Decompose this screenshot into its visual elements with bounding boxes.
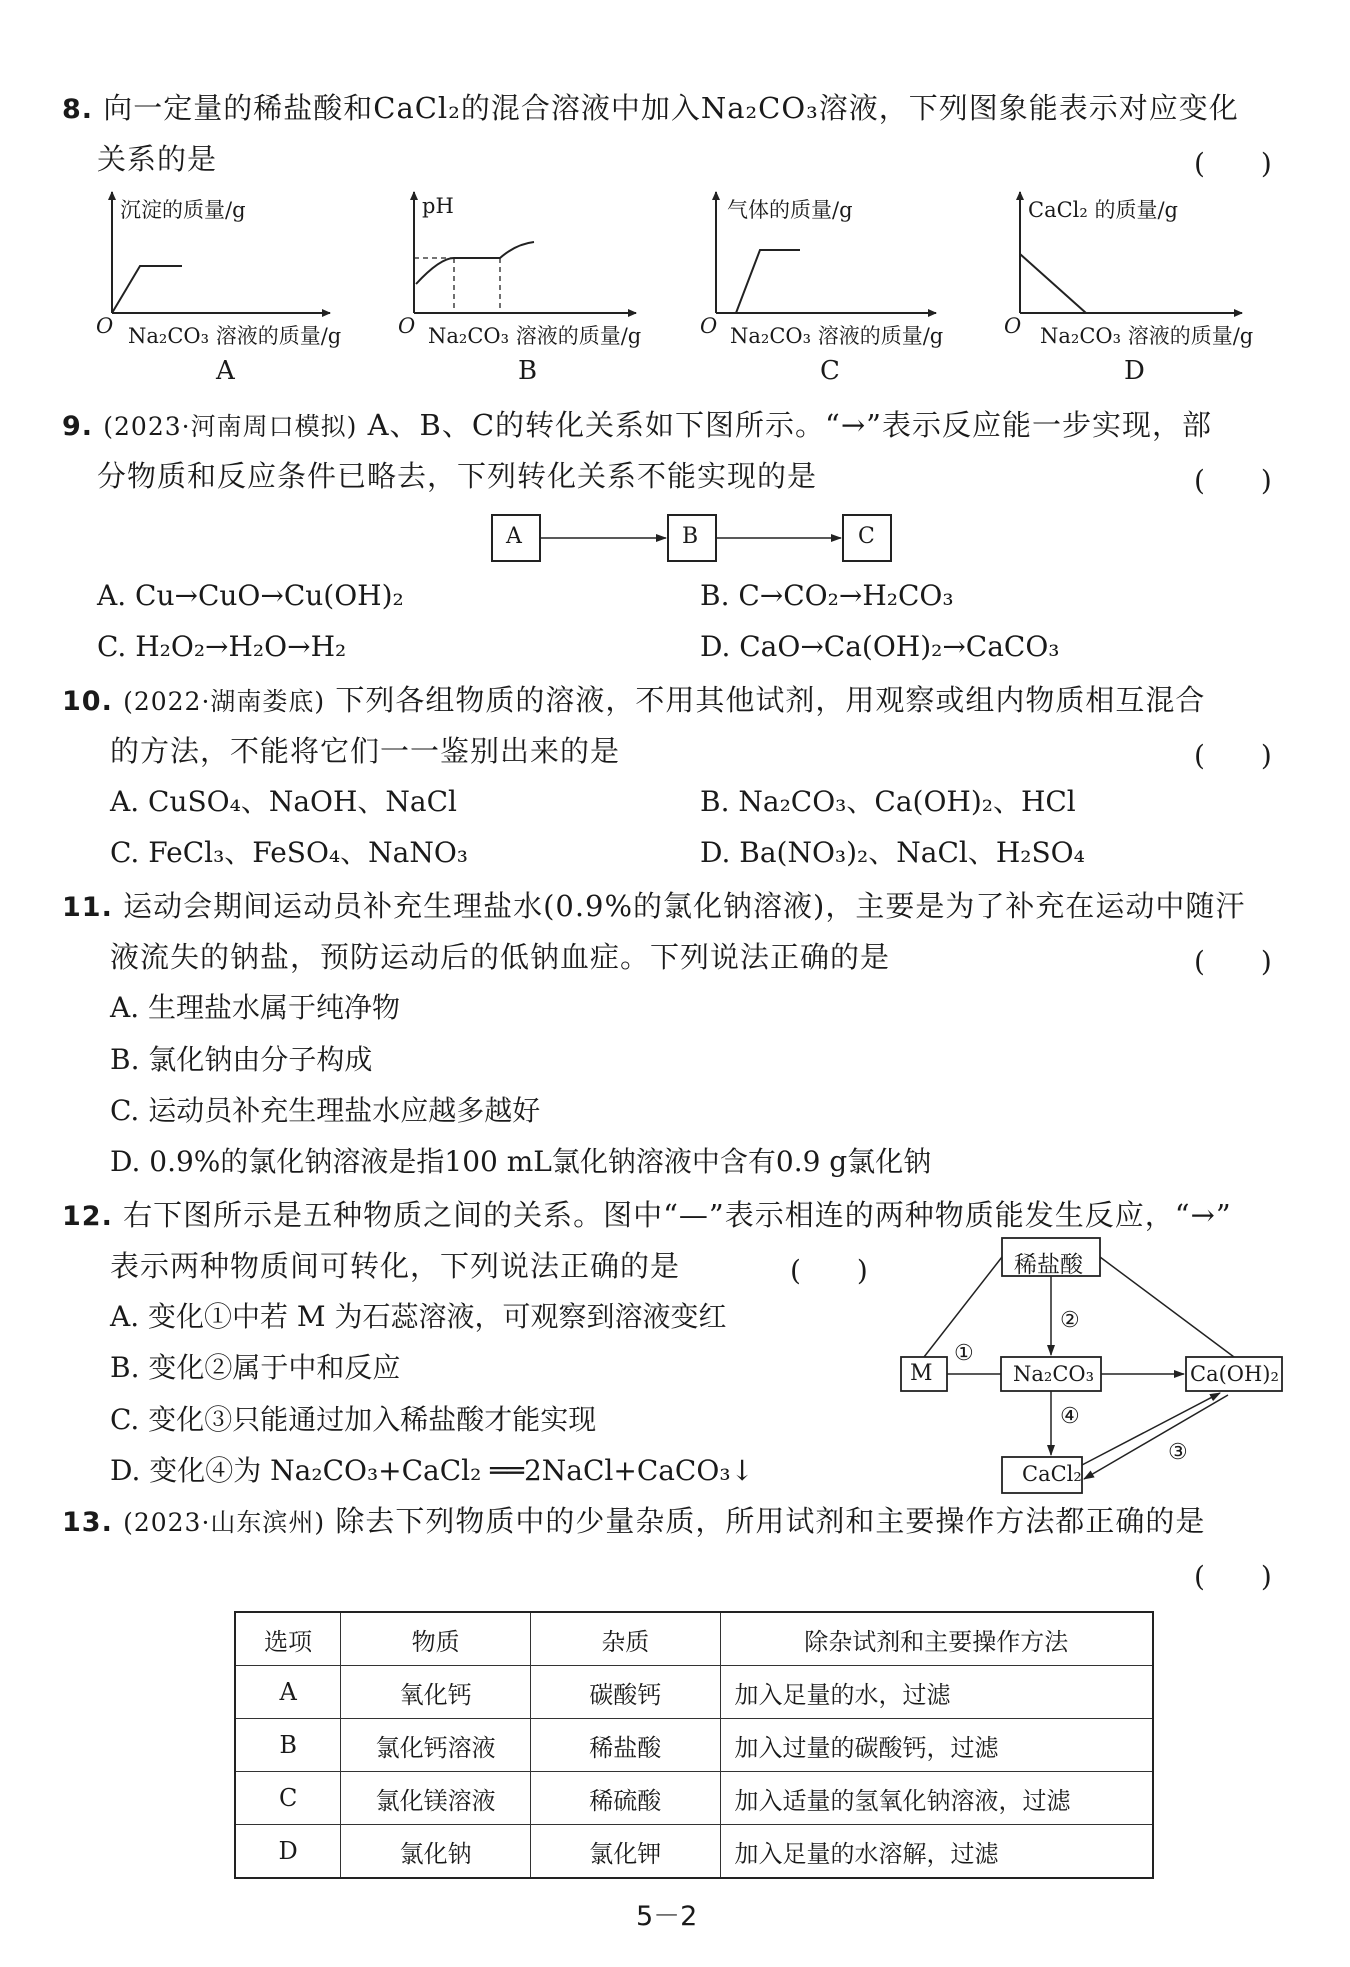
q12-answer-paren: ( ) — [790, 1254, 868, 1287]
q11-option-d[interactable]: D. 0.9%的氯化钠溶液是指100 mL氯化钠溶液中含有0.9 g氯化钠 — [110, 1145, 932, 1178]
q9-option-b[interactable]: B. C→CO₂→H₂CO₃ — [700, 579, 954, 612]
flow-box-a: A — [506, 524, 522, 549]
q9-line2 — [97, 457, 817, 495]
q13-line1 — [62, 1502, 1205, 1542]
table-cell-substance: 氧化钙 — [341, 1666, 531, 1719]
q8-number: 8. — [62, 94, 94, 125]
q13-source: (2023·山东滨州) — [123, 1508, 326, 1537]
graph-b-ylabel: pH — [422, 194, 454, 218]
table-cell-impurity: 稀硫酸 — [530, 1772, 720, 1825]
diagram-m-label: M — [910, 1361, 933, 1386]
q12-option-b[interactable]: B. 变化②属于中和反应 — [110, 1351, 401, 1384]
q10-answer-paren: ( ) — [1194, 739, 1272, 772]
q11-option-b[interactable]: B. 氯化钠由分子构成 — [110, 1043, 373, 1076]
table-cell-method: 加入足量的水，过滤 — [720, 1666, 1153, 1719]
table-header-cell: 选项 — [235, 1612, 341, 1666]
graph-c-caption: C — [820, 356, 840, 386]
diagram-step-3: ③ — [1168, 1440, 1188, 1465]
graph-b-caption: B — [518, 356, 538, 386]
q10-number: 10. — [62, 686, 113, 717]
graph-d-xlabel: Na₂CO₃ 溶液的质量/g — [1040, 324, 1254, 348]
diagram-na2co3-label: Na₂CO₃ — [1013, 1362, 1095, 1386]
q10-option-a[interactable]: A. CuSO₄、NaOH、NaCl — [110, 785, 457, 818]
table-row — [235, 1772, 1153, 1825]
table-header-cell: 除杂试剂和主要操作方法 — [720, 1612, 1153, 1666]
table-cell-method: 加入适量的氢氧化钠溶液，过滤 — [720, 1772, 1153, 1825]
table-cell-substance: 氯化镁溶液 — [341, 1772, 531, 1825]
graph-b-xlabel: Na₂CO₃ 溶液的质量/g — [428, 324, 642, 348]
q10-option-d[interactable]: D. Ba(NO₃)₂、NaCl、H₂SO₄ — [700, 836, 1085, 869]
table-header-row — [235, 1612, 1153, 1666]
q11-line1 — [62, 887, 1245, 927]
q9-option-c[interactable]: C. H₂O₂→H₂O→H₂ — [97, 630, 347, 663]
diagram-step-1: ① — [954, 1341, 974, 1366]
q13-number: 13. — [62, 1507, 113, 1538]
table-header-cell: 杂质 — [530, 1612, 720, 1666]
graph-a-curve — [112, 266, 182, 313]
flow-box-b: B — [682, 524, 699, 549]
q11-number: 11. — [62, 892, 113, 923]
table-cell-impurity: 氯化钾 — [530, 1825, 720, 1879]
table-header-cell: 物质 — [341, 1612, 531, 1666]
graph-a-xlabel: Na₂CO₃ 溶液的质量/g — [128, 324, 342, 348]
flow-box-c: C — [858, 524, 875, 549]
q9-stem-2: 分物质和反应条件已略去，下列转化关系不能实现的是 — [97, 459, 818, 493]
table-cell-impurity: 碳酸钙 — [530, 1666, 720, 1719]
table-cell-method: 加入过量的碳酸钙，过滤 — [720, 1719, 1153, 1772]
q9-answer-paren: ( ) — [1194, 464, 1272, 497]
graph-d-curve — [1020, 254, 1086, 313]
q10-line1 — [62, 681, 1205, 721]
q12-option-c[interactable]: C. 变化③只能通过加入稀盐酸才能实现 — [110, 1403, 597, 1436]
table-cell-substance: 氯化钠 — [341, 1825, 531, 1879]
q9-line1 — [62, 406, 1212, 446]
graph-a-origin: O — [96, 314, 114, 338]
q11-answer-paren: ( ) — [1194, 945, 1272, 978]
q8-line1 — [62, 89, 1239, 129]
q8-stem-2: 关系的是 — [97, 142, 218, 176]
graph-a-caption: A — [216, 356, 235, 386]
diagram-hcl-label: 稀盐酸 — [1014, 1252, 1083, 1278]
q12-option-a[interactable]: A. 变化①中若 M 为石蕊溶液，可观察到溶液变红 — [110, 1300, 727, 1333]
graph-b-origin: O — [398, 314, 416, 338]
diagram-cacl2-label: CaCl₂ — [1022, 1462, 1082, 1486]
graph-c-origin: O — [700, 314, 718, 338]
q8-answer-paren: ( ) — [1194, 147, 1272, 180]
q9-number: 9. — [62, 411, 94, 442]
page-number: 5－2 — [636, 1901, 698, 1932]
q12-stem-2: 表示两种物质间可转化，下列说法正确的是 — [110, 1249, 681, 1283]
q10-option-b[interactable]: B. Na₂CO₃、Ca(OH)₂、HCl — [700, 785, 1076, 818]
q10-option-c[interactable]: C. FeCl₃、FeSO₄、NaNO₃ — [110, 836, 468, 869]
q12-number: 12. — [62, 1201, 113, 1232]
q10-stem-1: 下列各组物质的溶液，不用其他试剂，用观察或组内物质相互混合 — [335, 683, 1206, 717]
graph-d-ylabel: CaCl₂ 的质量/g — [1028, 198, 1178, 222]
table-cell-substance: 氯化钙溶液 — [341, 1719, 531, 1772]
graph-c-xlabel: Na₂CO₃ 溶液的质量/g — [730, 324, 944, 348]
table-cell-option: B — [235, 1719, 341, 1772]
q9-option-a[interactable]: A. Cu→CuO→Cu(OH)₂ — [97, 579, 404, 612]
q10-stem-2: 的方法，不能将它们一一鉴别出来的是 — [110, 734, 621, 768]
table-cell-impurity: 稀盐酸 — [530, 1719, 720, 1772]
q11-line2 — [110, 938, 890, 976]
q10-source: (2022·湖南娄底) — [123, 687, 326, 716]
table-cell-option: A — [235, 1666, 341, 1719]
q13-answer-paren: ( ) — [1194, 1560, 1272, 1593]
q12-line1 — [62, 1196, 1232, 1236]
q8-stem-1: 向一定量的稀盐酸和CaCl₂的混合溶液中加入Na₂CO₃溶液，下列图象能表示对应变化 — [103, 91, 1239, 125]
q10-line2 — [110, 732, 620, 770]
q9-stem-1: A、B、C的转化关系如下图所示。“→”表示反应能一步实现，部 — [367, 408, 1212, 442]
q11-stem-2: 液流失的钠盐，预防运动后的低钠血症。下列说法正确的是 — [110, 940, 891, 974]
table-row — [235, 1666, 1153, 1719]
q13-stem-1: 除去下列物质中的少量杂质，所用试剂和主要操作方法都正确的是 — [335, 1504, 1206, 1538]
table-row — [235, 1825, 1153, 1879]
table-row — [235, 1719, 1153, 1772]
q8-line2 — [97, 140, 217, 178]
graph-c-ylabel: 气体的质量/g — [727, 198, 853, 222]
graph-d-caption: D — [1124, 356, 1145, 386]
q9-source: (2023·河南周口模拟) — [103, 412, 358, 441]
q13-table — [234, 1611, 1154, 1879]
graph-c-curve — [736, 250, 800, 313]
graph-b-curve — [416, 242, 534, 284]
q12-line2 — [110, 1247, 680, 1285]
table-cell-option: C — [235, 1772, 341, 1825]
q12-stem-1: 右下图所示是五种物质之间的关系。图中“—”表示相连的两种物质能发生反应，“→” — [123, 1198, 1232, 1232]
diagram-caoh2-label: Ca(OH)₂ — [1190, 1362, 1279, 1386]
table-cell-option: D — [235, 1825, 341, 1879]
q11-stem-1: 运动会期间运动员补充生理盐水(0.9%的氯化钠溶液)，主要是为了补充在运动中随汗 — [123, 889, 1246, 923]
table-cell-method: 加入足量的水溶解，过滤 — [720, 1825, 1153, 1879]
q9-option-d[interactable]: D. CaO→Ca(OH)₂→CaCO₃ — [700, 630, 1060, 663]
diagram-step-2: ② — [1060, 1308, 1080, 1333]
graph-d-origin: O — [1004, 314, 1022, 338]
graph-a-ylabel: 沉淀的质量/g — [120, 198, 246, 222]
q12-option-d[interactable]: D. 变化④为 Na₂CO₃+CaCl₂ ══2NaCl+CaCO₃↓ — [110, 1454, 755, 1487]
q11-option-a[interactable]: A. 生理盐水属于纯净物 — [110, 991, 401, 1024]
q11-option-c[interactable]: C. 运动员补充生理盐水应越多越好 — [110, 1094, 541, 1127]
diagram-step-4: ④ — [1060, 1404, 1080, 1429]
